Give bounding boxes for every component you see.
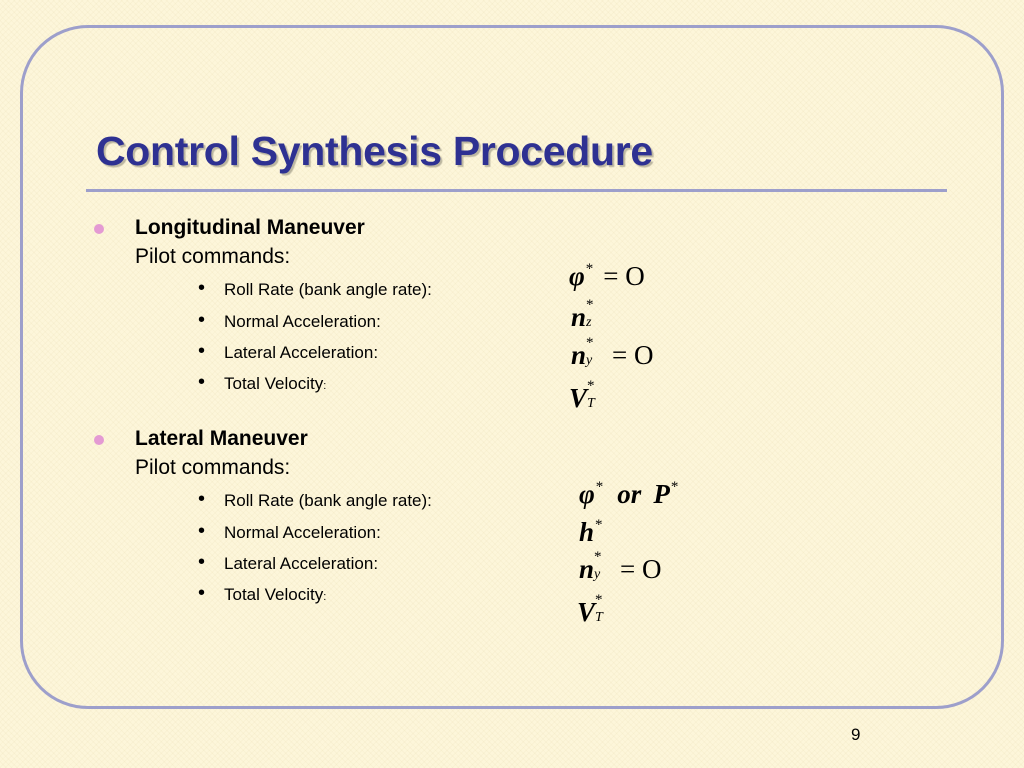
section-bullet-icon [94, 435, 104, 445]
command-item: Normal Acceleration: [224, 523, 381, 542]
item-bullet-icon: • [198, 277, 206, 299]
section-heading: Longitudinal Maneuver [135, 216, 365, 239]
equation: n * y = O [579, 549, 662, 584]
section-subheading: Pilot commands: [135, 456, 291, 479]
command-item: Normal Acceleration: [224, 312, 381, 331]
equation: n * y = O [571, 335, 654, 370]
equation: n * z [571, 297, 594, 332]
section-heading: Lateral Maneuver [135, 427, 308, 450]
equation: φ* or P* [579, 479, 679, 509]
equation: V * T [577, 592, 603, 627]
item-bullet-icon: • [198, 309, 206, 331]
equation: V * T [569, 378, 595, 413]
item-bullet-icon: • [198, 551, 206, 573]
equation: φ* = O [569, 261, 645, 291]
title-divider [86, 189, 947, 192]
item-bullet-icon: • [198, 371, 206, 393]
command-item: Total Velocity: [224, 585, 327, 604]
page-number: 9 [851, 725, 861, 744]
slide-title: Control Synthesis Procedure [96, 128, 653, 174]
command-item: Lateral Acceleration: [224, 343, 379, 362]
item-bullet-icon: • [198, 340, 206, 362]
command-item: Roll Rate (bank angle rate): [224, 280, 432, 299]
command-item: Roll Rate (bank angle rate): [224, 491, 432, 510]
command-item: Lateral Acceleration: [224, 554, 379, 573]
item-bullet-icon: • [198, 520, 206, 542]
command-item: Total Velocity: [224, 374, 327, 393]
equation: h* [579, 517, 603, 547]
item-bullet-icon: • [198, 488, 206, 510]
item-bullet-icon: • [198, 582, 206, 604]
section-bullet-icon [94, 224, 104, 234]
section-subheading: Pilot commands: [135, 245, 291, 268]
